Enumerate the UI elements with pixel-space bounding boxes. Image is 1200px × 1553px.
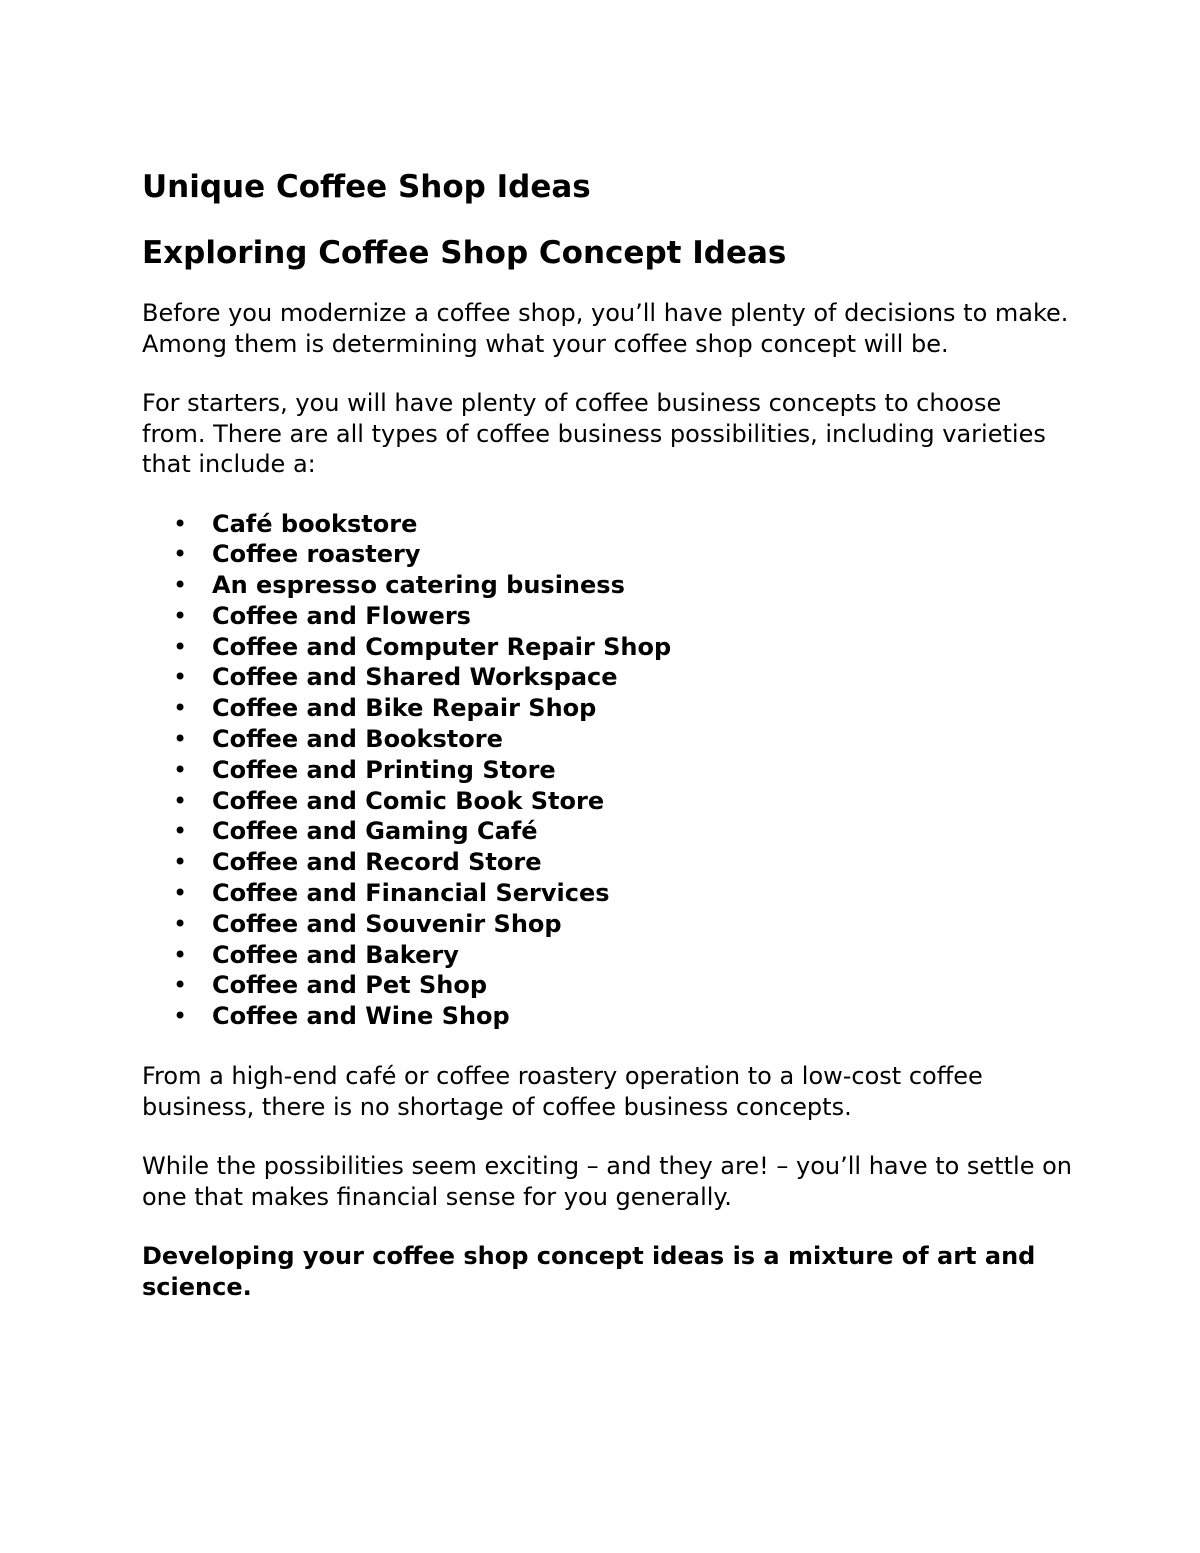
- bullet-icon: •: [173, 786, 188, 815]
- bullet-icon: •: [173, 755, 188, 784]
- list-item: [142, 970, 1072, 1001]
- document-page: [142, 164, 1072, 1302]
- list-item-label: Coffee and Financial Services: [212, 879, 610, 908]
- range-paragraph: From a high-end café or coffee roastery operation to a low-cost coffee business, there is no shortage of coffee business concepts.: [142, 1062, 983, 1121]
- section-heading: Exploring Coffee Shop Concept Ideas: [142, 235, 787, 271]
- list-item: [142, 909, 1072, 940]
- list-item: [142, 786, 1072, 817]
- list-item: [142, 847, 1072, 878]
- list-item-label: Coffee and Comic Book Store: [212, 786, 605, 815]
- list-item-label: Coffee and Printing Store: [212, 755, 556, 784]
- bullet-icon: •: [173, 971, 188, 1000]
- list-item: [142, 816, 1072, 847]
- list-item: [142, 570, 1072, 601]
- closing-paragraph: Developing your coffee shop concept ideas is a mixture of art and science.: [142, 1242, 1036, 1301]
- bullet-icon: •: [173, 632, 188, 661]
- list-item-label: Coffee and Record Store: [212, 848, 542, 877]
- bullet-icon: •: [173, 571, 188, 600]
- bullet-icon: •: [173, 817, 188, 846]
- list-item-label: Coffee and Computer Repair Shop: [212, 632, 672, 661]
- list-item-label: Coffee and Bookstore: [212, 725, 503, 754]
- bullet-icon: •: [173, 725, 188, 754]
- list-item-label: Coffee and Flowers: [212, 601, 471, 630]
- list-item: [142, 632, 1072, 663]
- bullet-icon: •: [173, 1002, 188, 1031]
- list-item: [142, 940, 1072, 971]
- list-item-label: Coffee and Gaming Café: [212, 817, 538, 846]
- bullet-icon: •: [173, 848, 188, 877]
- bullet-icon: •: [173, 940, 188, 969]
- list-item-label: An espresso catering business: [212, 571, 625, 600]
- bullet-icon: •: [173, 601, 188, 630]
- list-item-label: Coffee and Bike Repair Shop: [212, 694, 597, 723]
- list-item-label: Café bookstore: [212, 509, 418, 538]
- list-item: [142, 724, 1072, 755]
- list-item: [142, 539, 1072, 570]
- list-item-label: Coffee and Shared Workspace: [212, 663, 618, 692]
- list-item-label: Coffee and Souvenir Shop: [212, 909, 562, 938]
- bullet-icon: •: [173, 879, 188, 908]
- bullet-icon: •: [173, 540, 188, 569]
- bullet-icon: •: [173, 694, 188, 723]
- list-item: [142, 755, 1072, 786]
- intro-paragraph: Before you modernize a coffee shop, you’ll have plenty of decisions to make. Among them is determining what your coffee shop concept will be.: [142, 299, 1069, 358]
- list-item-label: Coffee and Wine Shop: [212, 1002, 510, 1031]
- bullet-icon: •: [173, 509, 188, 538]
- concept-list: [142, 509, 1072, 1033]
- bullet-icon: •: [173, 909, 188, 938]
- list-item: [142, 662, 1072, 693]
- list-item-label: Coffee and Pet Shop: [212, 971, 488, 1000]
- bullet-icon: •: [173, 663, 188, 692]
- list-item-label: Coffee roastery: [212, 540, 421, 569]
- list-item: [142, 693, 1072, 724]
- possibilities-paragraph: While the possibilities seem exciting – and they are! – you’ll have to settle on one that makes financial sense for you generally.: [142, 1152, 1072, 1211]
- starters-paragraph: For starters, you will have plenty of coffee business concepts to choose from. There are all types of coffee business possibilities, including varieties that include a:: [142, 389, 1046, 478]
- list-item: [142, 878, 1072, 909]
- list-item-label: Coffee and Bakery: [212, 940, 459, 969]
- list-item: [142, 509, 1072, 540]
- document-title: Unique Coffee Shop Ideas: [142, 169, 591, 205]
- list-item: [142, 601, 1072, 632]
- list-item: [142, 1001, 1072, 1032]
